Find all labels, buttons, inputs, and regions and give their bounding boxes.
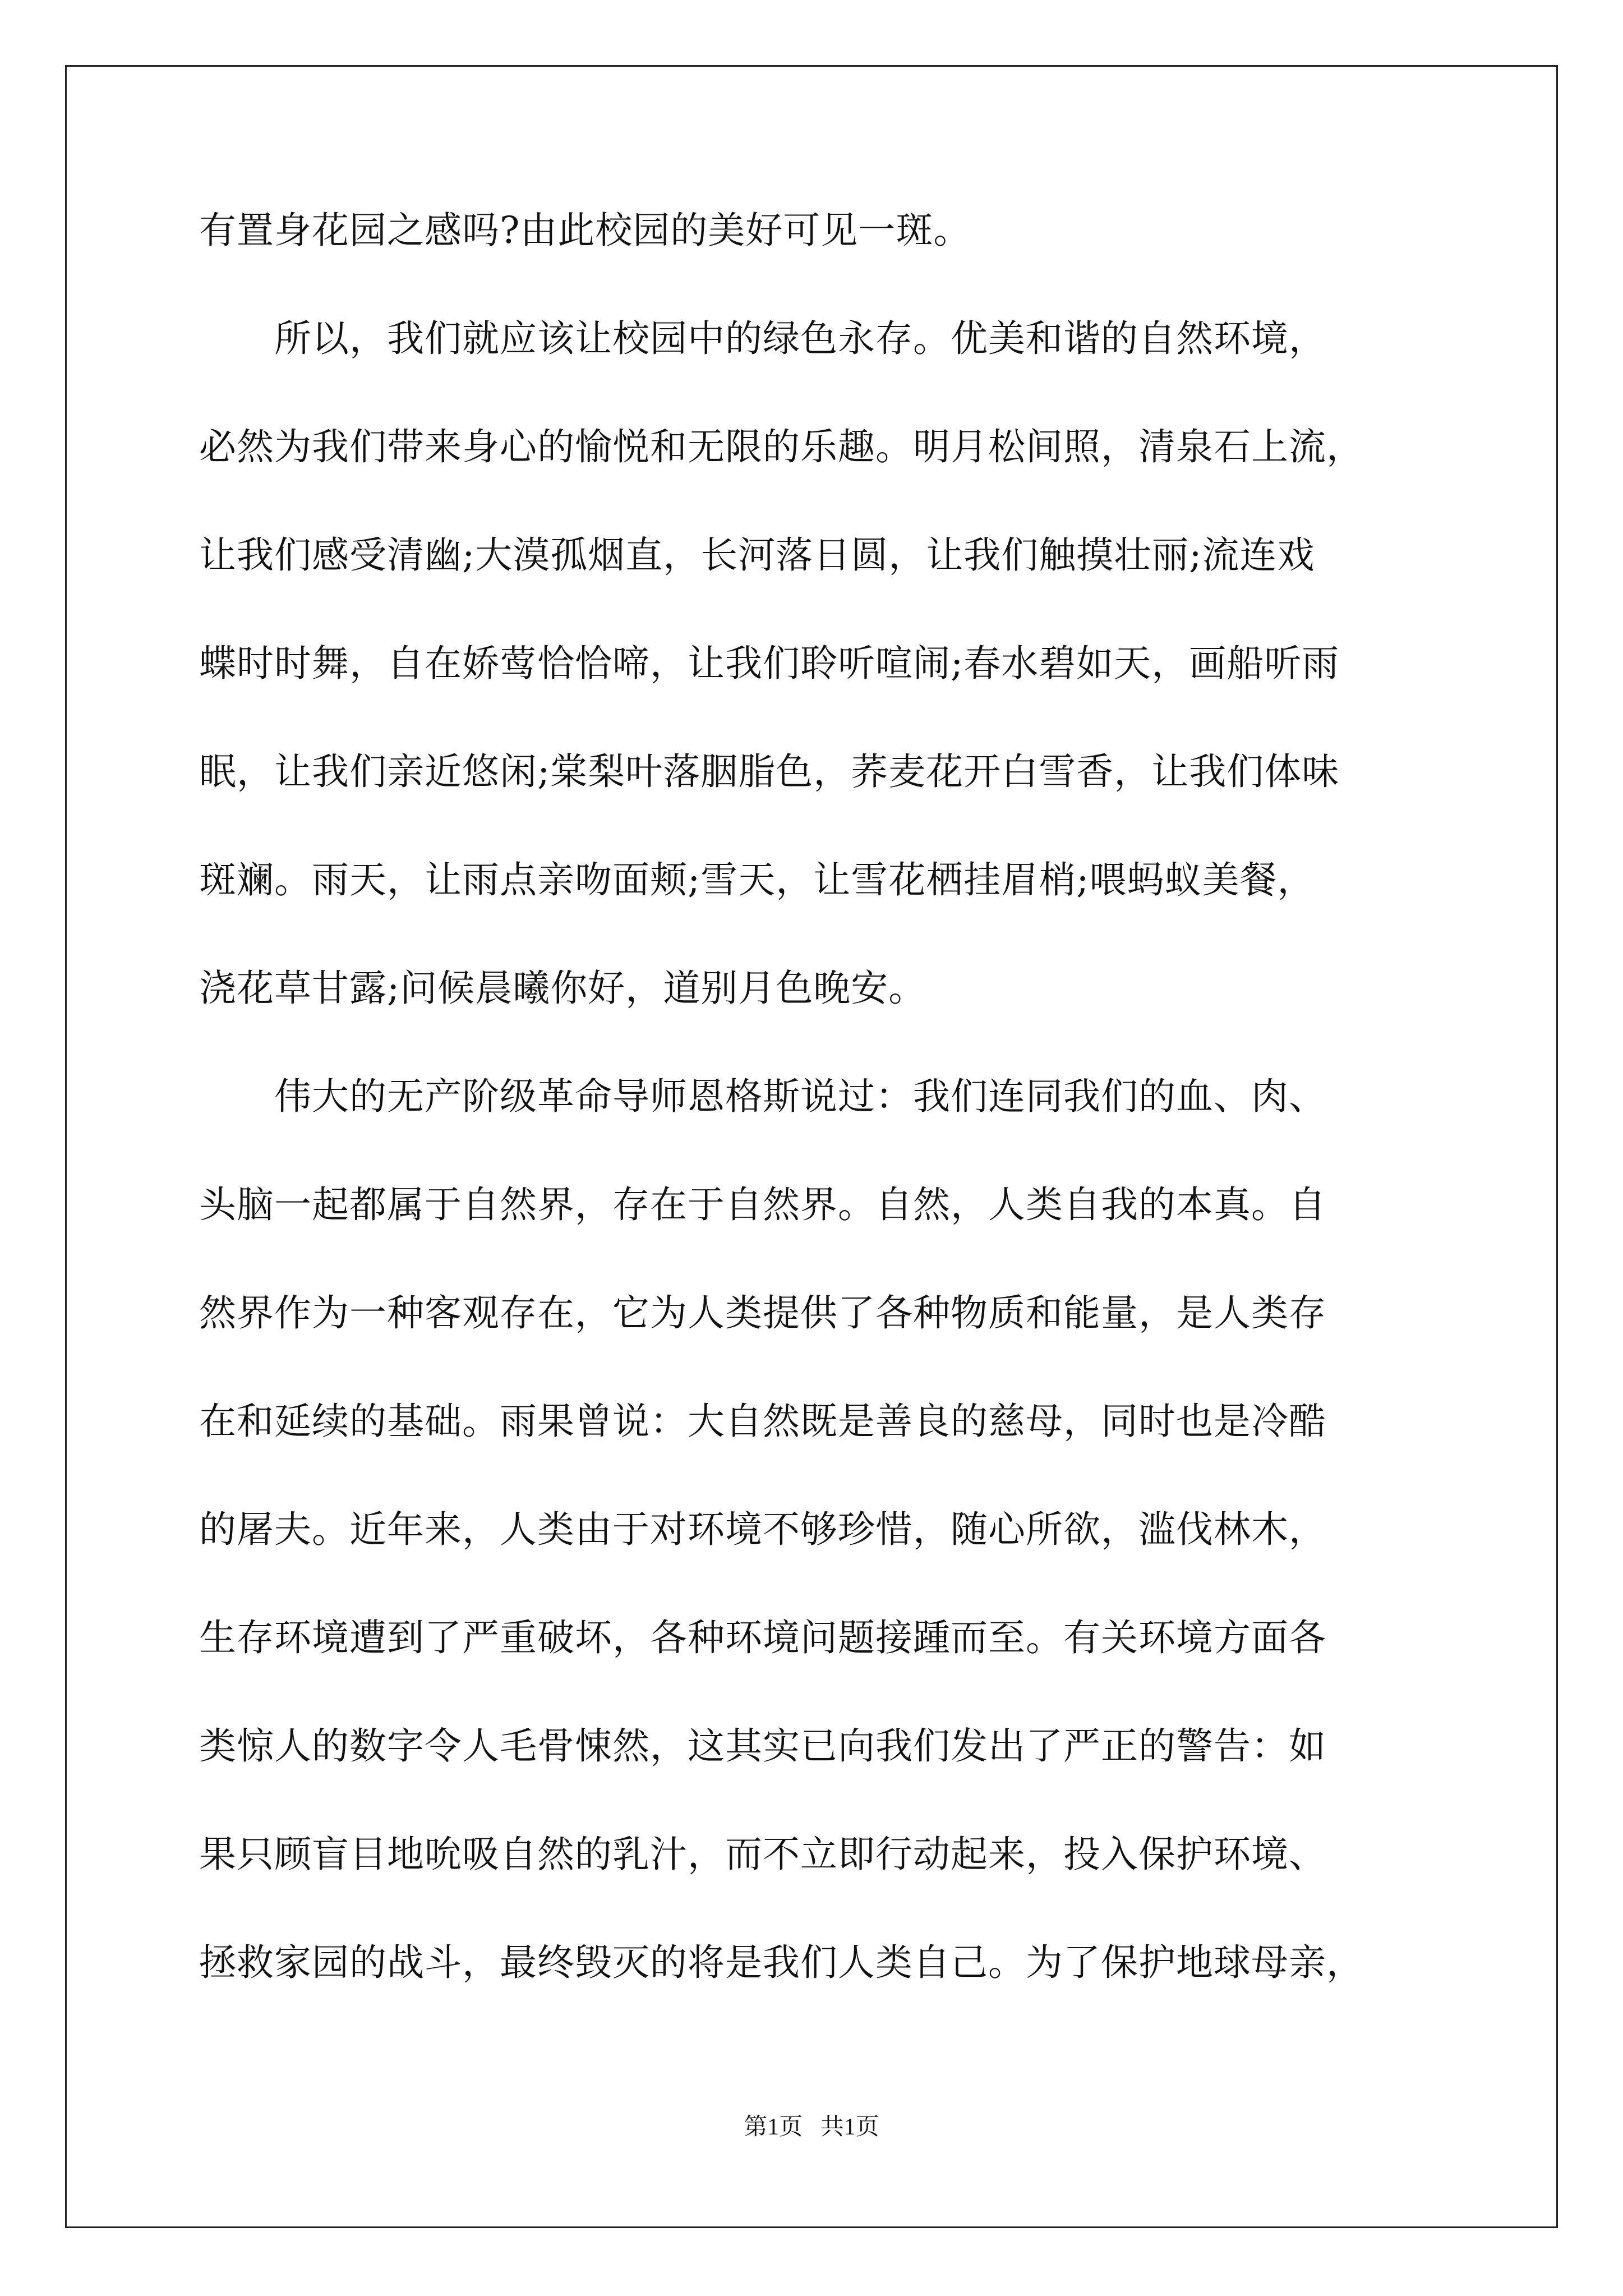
text-line: 生存环境遭到了严重破坏，各种环境问题接踵而至。有关环境方面各 bbox=[199, 1616, 1326, 1659]
page-number-footer: 第1页 共1页 bbox=[744, 2114, 879, 2140]
text-line: 眠，让我们亲近悠闲;棠梨叶落胭脂色，荞麦花开白雪香，让我们体味 bbox=[199, 750, 1340, 793]
text-line: 类惊人的数字令人毛骨悚然，这其实已向我们发出了严正的警告：如 bbox=[199, 1724, 1326, 1768]
text-line: 头脑一起都属于自然界，存在于自然界。自然，人类自我的本真。自 bbox=[199, 1183, 1326, 1226]
text-line: 必然为我们带来身心的愉悦和无限的乐趣。明月松间照，清泉石上流， bbox=[199, 425, 1364, 468]
text-line: 然界作为一种客观存在，它为人类提供了各种物质和能量，是人类存 bbox=[199, 1291, 1326, 1335]
text-line: 伟大的无产阶级革命导师恩格斯说过：我们连同我们的血、肉、 bbox=[199, 1075, 1326, 1118]
text-line: 拯救家园的战斗，最终毁灭的将是我们人类自己。为了保护地球母亲， bbox=[199, 1941, 1364, 1984]
text-line: 的屠夫。近年来，人类由于对环境不够珍惜，随心所欲，滥伐林木， bbox=[199, 1508, 1326, 1551]
document-body bbox=[199, 209, 1467, 2053]
text-line: 浇花草甘露;问候晨曦你好，道别月色晚安。 bbox=[199, 967, 926, 1010]
text-line: 让我们感受清幽;大漠孤烟直，长河落日圆，让我们触摸壮丽;流连戏 bbox=[199, 533, 1315, 577]
text-line: 斑斓。雨天，让雨点亲吻面颊;雪天，让雪花栖挂眉梢;喂蚂蚁美餐， bbox=[199, 858, 1315, 901]
text-line: 蝶时时舞，自在娇莺恰恰啼，让我们聆听喧闹;春水碧如天，画船听雨 bbox=[199, 642, 1340, 685]
text-line: 在和延续的基础。雨果曾说：大自然既是善良的慈母，同时也是冷酷 bbox=[199, 1400, 1326, 1443]
text-line: 有置身花园之感吗?由此校园的美好可见一斑。 bbox=[199, 209, 971, 252]
text-line: 果只顾盲目地吮吸自然的乳汁，而不立即行动起来，投入保护环境、 bbox=[199, 1833, 1326, 1876]
text-line: 所以，我们就应该让校园中的绿色永存。优美和谐的自然环境， bbox=[199, 317, 1326, 360]
